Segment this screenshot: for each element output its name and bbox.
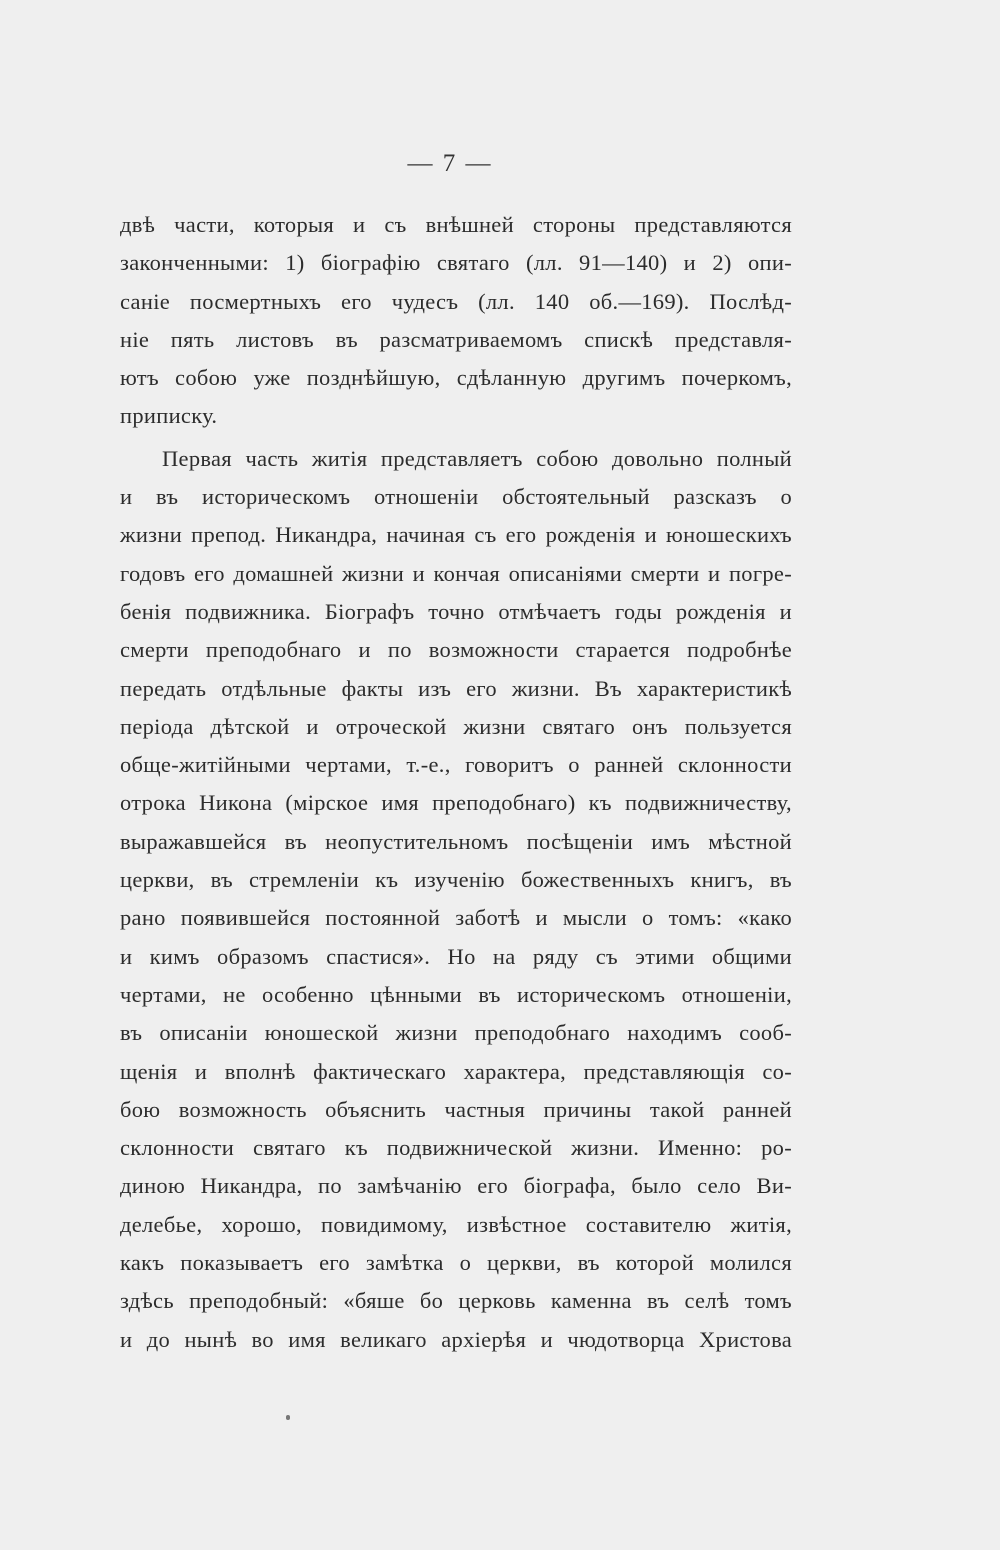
- text-line: законченными: 1) біографію святаго (лл. 91—140) и 2) опи-: [120, 250, 792, 276]
- text-line: щенія и вполнѣ фактическаго характера, представляющія со-: [120, 1058, 792, 1084]
- text-line: смерти преподобнаго и по возможности старается подробнѣе: [120, 637, 792, 663]
- text-line: бою возможность объяснить частныя причины такой ранней: [120, 1096, 792, 1122]
- text-line: Первая часть житія представляетъ собою довольно полный: [162, 445, 792, 471]
- text-line: передать отдѣльные факты изъ его жизни. Въ характеристикѣ: [120, 675, 792, 701]
- text-line: рано появившейся постоянной заботѣ и мысли о томъ: «како: [120, 905, 792, 931]
- text-line: здѣсь преподобный: «бяше бо церковь каменна въ селѣ томъ: [120, 1288, 792, 1314]
- text-line: ніе пять листовъ въ разсматриваемомъ спискѣ представля-: [120, 326, 792, 352]
- text-line: выражавшейся въ неопустительномъ посѣщеніи имъ мѣстной: [120, 828, 792, 854]
- text-line: отрока Никона (мірское имя преподобнаго) къ подвижничеству,: [120, 790, 792, 816]
- text-line: и кимъ образомъ спастися». Но на ряду съ этими общими: [120, 943, 792, 969]
- text-line: чертами, не особенно цѣнными въ историческомъ отношеніи,: [120, 981, 792, 1007]
- text-line: какъ показываетъ его замѣтка о церкви, въ которой молился: [120, 1250, 792, 1276]
- text-line: церкви, въ стремленіи къ изученію божественныхъ книгъ, въ: [120, 867, 792, 893]
- text-line: диною Никандра, по замѣчанію его біографа, было село Ви-: [120, 1173, 792, 1199]
- page-number: — 7 —: [407, 150, 493, 177]
- text-line: обще-житійными чертами, т.-е., говоритъ о ранней склонности: [120, 752, 792, 778]
- text-line: въ описаніи юношеской жизни преподобнаго находимъ сооб-: [120, 1020, 792, 1046]
- text-line: бенія подвижника. Біографъ точно отмѣчаетъ годы рожденія и: [120, 598, 792, 624]
- text-line: и до нынѣ во имя великаго архіерѣя и чюдотворца Христова: [120, 1326, 792, 1352]
- text-line: ютъ собою уже позднѣйшую, сдѣланную другимъ почеркомъ,: [120, 365, 792, 391]
- text-line: жизни препод. Никандра, начиная съ его рожденія и юношескихъ: [120, 522, 792, 548]
- text-line: делебье, хорошо, повидимому, извѣстное составителю житія,: [120, 1211, 792, 1237]
- text-line: и въ историческомъ отношеніи обстоятельный разсказъ о: [120, 484, 792, 510]
- text-line: періода дѣтской и отроческой жизни святаго онъ пользуется: [120, 713, 792, 739]
- text-line: саніе посмертныхъ его чудесъ (лл. 140 об.—169). Послѣд-: [120, 288, 792, 314]
- text-line: склонности святаго къ подвижнической жизни. Именно: ро-: [120, 1135, 792, 1161]
- text-line: годовъ его домашней жизни и кончая описаніями смерти и погре-: [120, 560, 792, 586]
- text-line: двѣ части, которыя и съ внѣшней стороны представляются: [120, 212, 792, 237]
- body-text: [120, 206, 792, 1359]
- text-line: приписку.: [120, 403, 218, 429]
- ink-speck: [286, 1415, 290, 1420]
